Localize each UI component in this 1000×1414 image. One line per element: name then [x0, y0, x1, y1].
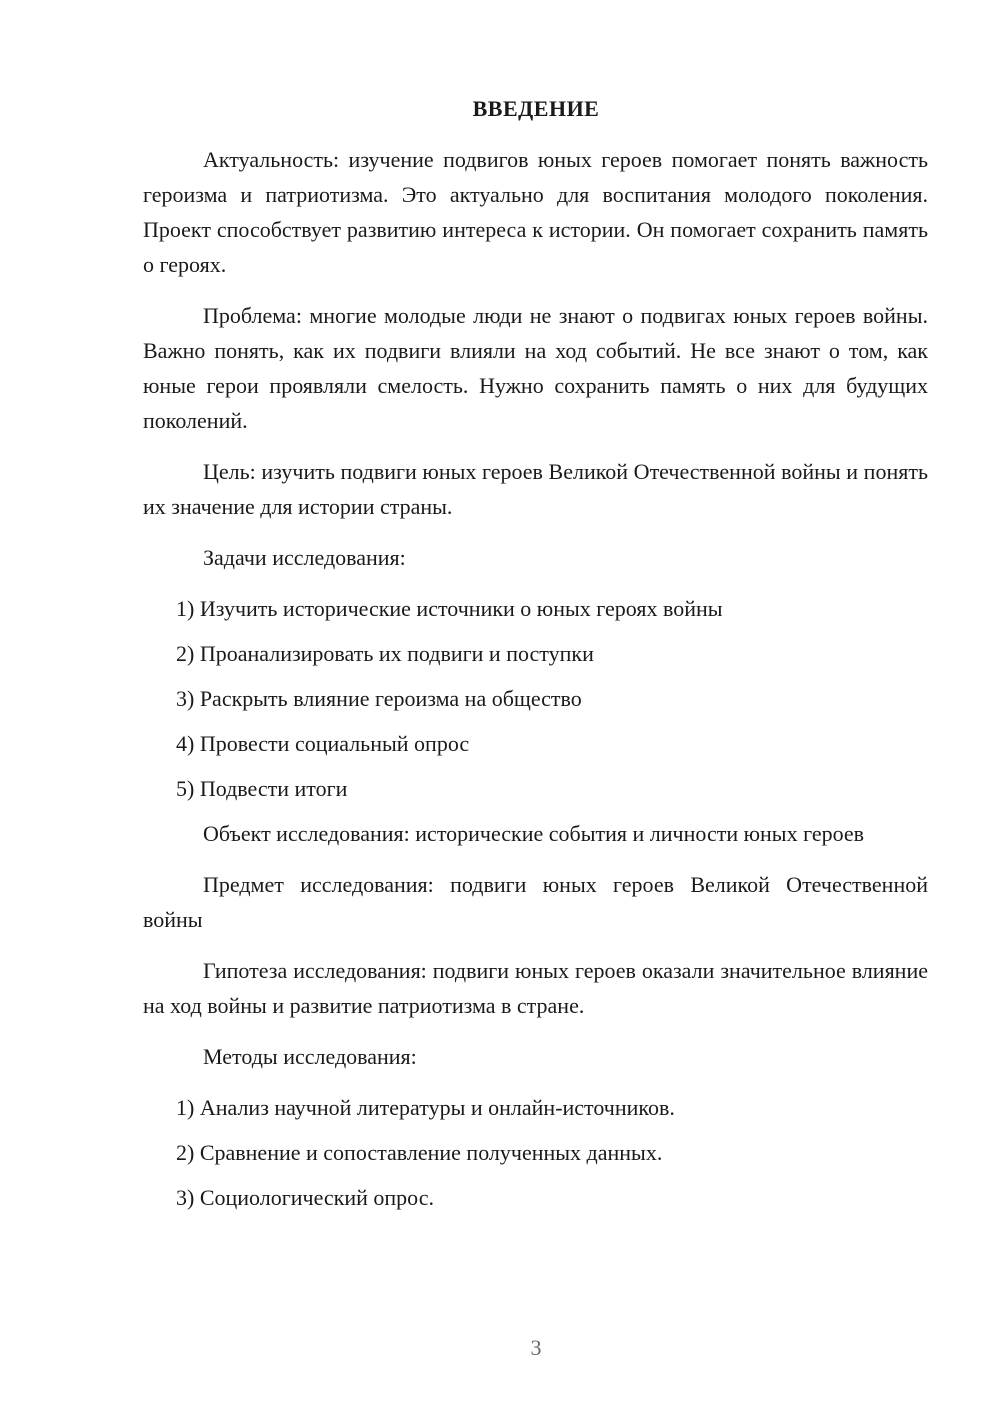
method-item: 1) Анализ научной литературы и онлайн-источников.	[176, 1095, 675, 1120]
task-item: 1) Изучить исторические источники о юных героях войны	[176, 596, 723, 621]
tasks-heading: Задачи исследования:	[203, 545, 406, 570]
methods-heading: Методы исследования:	[203, 1044, 417, 1069]
subject-paragraph: Предмет исследования: подвиги юных героев Великой Отечественной войны	[143, 872, 928, 932]
method-item: 2) Сравнение и сопоставление полученных данных.	[176, 1140, 663, 1165]
object-paragraph: Объект исследования: исторические события и личности юных героев	[203, 821, 864, 846]
relevance-paragraph: Актуальность: изучение подвигов юных героев помогает понять важность героизма и патриотизма. Это актуально для воспитания молодого поколения. Проект способствует развитию интереса к истории. Он помогает сохранить память о героях.	[143, 147, 928, 277]
section-title: ВВЕДЕНИЕ	[472, 96, 600, 121]
task-item: 5) Подвести итоги	[176, 776, 348, 801]
task-item: 4) Провести социальный опрос	[176, 731, 470, 756]
method-item: 3) Социологический опрос.	[176, 1185, 434, 1210]
problem-paragraph: Проблема: многие молодые люди не знают о подвигах юных героев войны. Важно понять, как их подвиги влияли на ход событий. Не все знают о том, как юные герои проявляли смелость. Нужно сохранить память о них для будущих поколений.	[143, 303, 928, 433]
introduction-body	[143, 142, 928, 1225]
goal-paragraph: Цель: изучить подвиги юных героев Великой Отечественной войны и понять их значение для истории страны.	[143, 459, 928, 519]
hypothesis-paragraph: Гипотеза исследования: подвиги юных героев оказали значительное влияние на ход войны и развитие патриотизма в стране.	[143, 958, 928, 1018]
page-number: 3	[530, 1335, 542, 1360]
task-item: 2) Проанализировать их подвиги и поступки	[176, 641, 594, 666]
task-item: 3) Раскрыть влияние героизма на общество	[176, 686, 582, 711]
